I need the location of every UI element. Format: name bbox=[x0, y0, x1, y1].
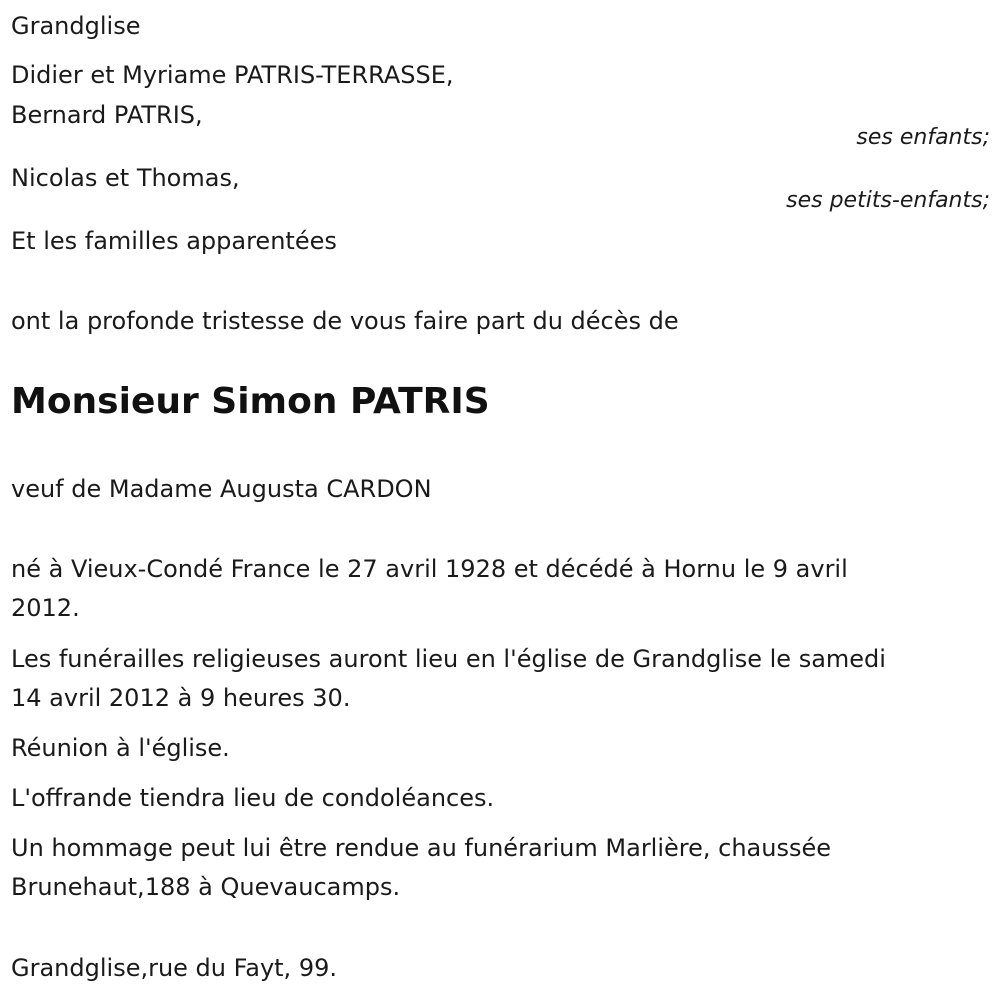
grandchildren-label: ses petits-enfants; bbox=[786, 188, 990, 213]
address-line: Grandglise,rue du Fayt, 99. bbox=[11, 954, 337, 982]
families-line: Et les familles apparentées bbox=[11, 227, 337, 255]
widower-line: veuf de Madame Augusta CARDON bbox=[11, 475, 432, 503]
announcement-line: ont la profonde tristesse de vous faire part du décès de bbox=[11, 307, 679, 335]
funeral-line-1: Les funérailles religieuses auront lieu en l'église de Grandglise le samedi bbox=[11, 645, 886, 673]
tribute-line-1: Un hommage peut lui être rendue au funérarium Marlière, chaussée bbox=[11, 834, 832, 862]
tribute-line-2: Brunehaut,188 à Quevaucamps. bbox=[11, 873, 401, 901]
children-line-1: Didier et Myriame PATRIS-TERRASSE, bbox=[11, 61, 454, 89]
children-line-2: Bernard PATRIS, bbox=[11, 101, 203, 129]
offering-line: L'offrande tiendra lieu de condoléances. bbox=[11, 784, 495, 812]
children-label: ses enfants; bbox=[856, 125, 990, 150]
birth-death-line-2: 2012. bbox=[11, 594, 80, 622]
funeral-line-2: 14 avril 2012 à 9 heures 30. bbox=[11, 684, 351, 712]
birth-death-line-1: né à Vieux-Condé France le 27 avril 1928 et décédé à Hornu le 9 avril bbox=[11, 555, 848, 583]
deceased-name: Monsieur Simon PATRIS bbox=[11, 381, 490, 422]
meeting-line: Réunion à l'église. bbox=[11, 734, 230, 762]
grandchildren-line: Nicolas et Thomas, bbox=[11, 164, 240, 192]
town-header: Grandglise bbox=[11, 12, 141, 40]
